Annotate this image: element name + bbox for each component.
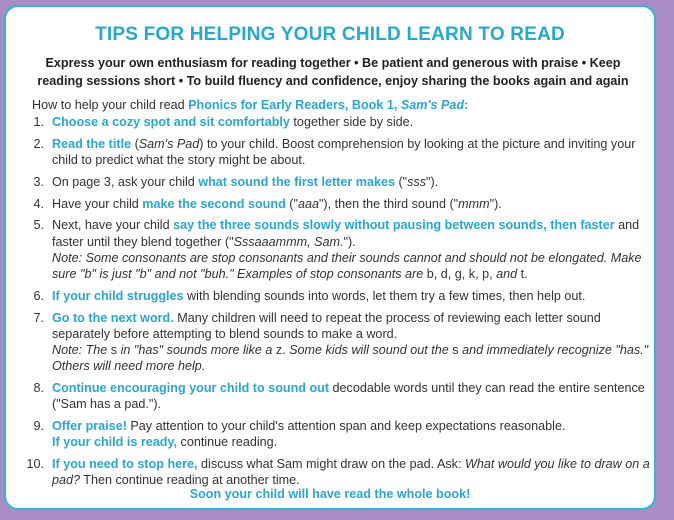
list-item — [18, 114, 652, 130]
item-highlight: make the second sound — [142, 196, 286, 211]
item-highlight: Go to the next word. — [52, 310, 174, 325]
list-item — [18, 196, 652, 212]
item-text: Then continue reading at another time. — [80, 473, 300, 488]
item-highlight: what sound the first letter makes — [198, 174, 395, 189]
item-text: Have your child — [52, 196, 143, 211]
item-highlight: say the three sounds slowly without pausing between sounds, then faster — [173, 218, 615, 233]
item-number: 8. — [33, 381, 44, 395]
item-text: Pay attention to your child's attention span and keep expectations reasonable. — [126, 419, 566, 433]
item-number: 4. — [33, 196, 44, 211]
list-item — [18, 456, 652, 488]
item-italic: Sam's Pad — [138, 136, 200, 151]
item-text: On page 3, ask your child — [52, 174, 199, 189]
item-text: "). — [343, 234, 356, 249]
item-number: 2. — [33, 136, 44, 151]
item-italic: Sssaaammm, Sam. — [233, 234, 344, 249]
item-highlight: Choose a cozy spot and sit comfortably — [52, 115, 290, 129]
item-text: together side by side. — [289, 115, 414, 129]
item-text: (" — [285, 196, 298, 211]
item-text: Many children will need to repeat the process of reviewing each letter sound separately before attempting to blend sounds to make a word. — [52, 310, 601, 341]
item-highlight: Continue encouraging your child to sound out — [52, 381, 330, 395]
item-number: 9. — [33, 419, 44, 433]
item-note: Note: Some consonants are stop consonants and their sounds cannot and should not be elongated. Make sure "b" is just "b" and not "buh." Examples of stop consonants are — [52, 250, 642, 281]
item-text: "). — [489, 196, 502, 211]
item-text: continue reading. — [177, 435, 278, 450]
item-italic: sss — [407, 174, 427, 189]
list-item — [18, 288, 652, 304]
item-text: ( — [131, 136, 139, 151]
item-note: Some kids will sound out the — [289, 343, 449, 357]
item-italic: What would you like to draw on a pad? — [52, 457, 650, 488]
closing-line: Soon your child will have read the whole book! — [189, 487, 471, 501]
item-number: 10. — [26, 457, 44, 471]
item-number: 7. — [33, 310, 44, 325]
item-number: 6. — [33, 288, 44, 303]
note-letters: b, d, g, k, p, — [423, 267, 497, 281]
item-note: and immediately recognize "has." Others will need more help. — [52, 343, 649, 374]
list-item — [18, 174, 652, 190]
item-italic: aaa — [297, 196, 319, 211]
item-text: with blending sounds into words, let them try a few times, then help out. — [183, 288, 586, 303]
item-number: 1. — [33, 115, 44, 129]
item-text: discuss what Sam might draw on the pad. Ask: — [197, 457, 465, 471]
item-number: 3. — [33, 174, 44, 189]
list-item — [18, 217, 652, 282]
item-italic: mmm — [458, 196, 490, 211]
item-text: (" — [394, 174, 408, 189]
intro-text: Express your own enthusiasm for reading together • Be patient and generous with praise • Keep reading sessions short • To build fluency and confidence, enjoy sharing the books again and again — [37, 56, 629, 88]
tips-card — [4, 5, 656, 510]
item-highlight: If your child struggles — [52, 288, 184, 303]
note-and: and — [496, 267, 518, 281]
item-number: 5. — [33, 218, 44, 233]
item-text: "). — [426, 174, 439, 189]
item-note: in "has" sounds more like a — [120, 343, 273, 357]
lead-prefix: How to help your child read — [32, 98, 189, 112]
item-highlight: If your child is ready, — [52, 435, 178, 450]
item-text: decodable words until they can read the entire sentence ("Sam has a pad."). — [52, 381, 645, 412]
book-title: Sam's Pad — [400, 98, 465, 112]
item-text: ) to your child. Boost comprehension by looking at the picture and inviting your child to predict what the story might be about. — [52, 136, 636, 167]
item-highlight: If you need to stop here, — [52, 457, 198, 471]
item-text: Next, have your child — [52, 218, 174, 233]
lead-suffix: : — [464, 98, 469, 112]
note-letter: s — [107, 343, 121, 357]
item-highlight: Read the title — [52, 136, 132, 151]
book-name: Phonics for Early Readers, Book 1, — [188, 98, 401, 112]
note-letter: z. — [272, 343, 290, 357]
note-letters: t. — [517, 267, 528, 281]
list-item — [18, 418, 652, 450]
item-text: "), then the third sound (" — [318, 196, 459, 211]
list-item — [18, 310, 652, 375]
tips-list — [18, 114, 652, 494]
item-highlight: Offer praise! — [52, 419, 127, 433]
note-letter: s — [448, 343, 463, 357]
item-note: Note: The — [52, 343, 108, 357]
list-item — [18, 136, 652, 168]
item-text: and faster until they blend together (" — [52, 218, 640, 249]
list-item — [18, 380, 652, 412]
lead-line — [32, 97, 652, 113]
page-title: TIPS FOR HELPING YOUR CHILD LEARN TO READ — [95, 24, 565, 45]
